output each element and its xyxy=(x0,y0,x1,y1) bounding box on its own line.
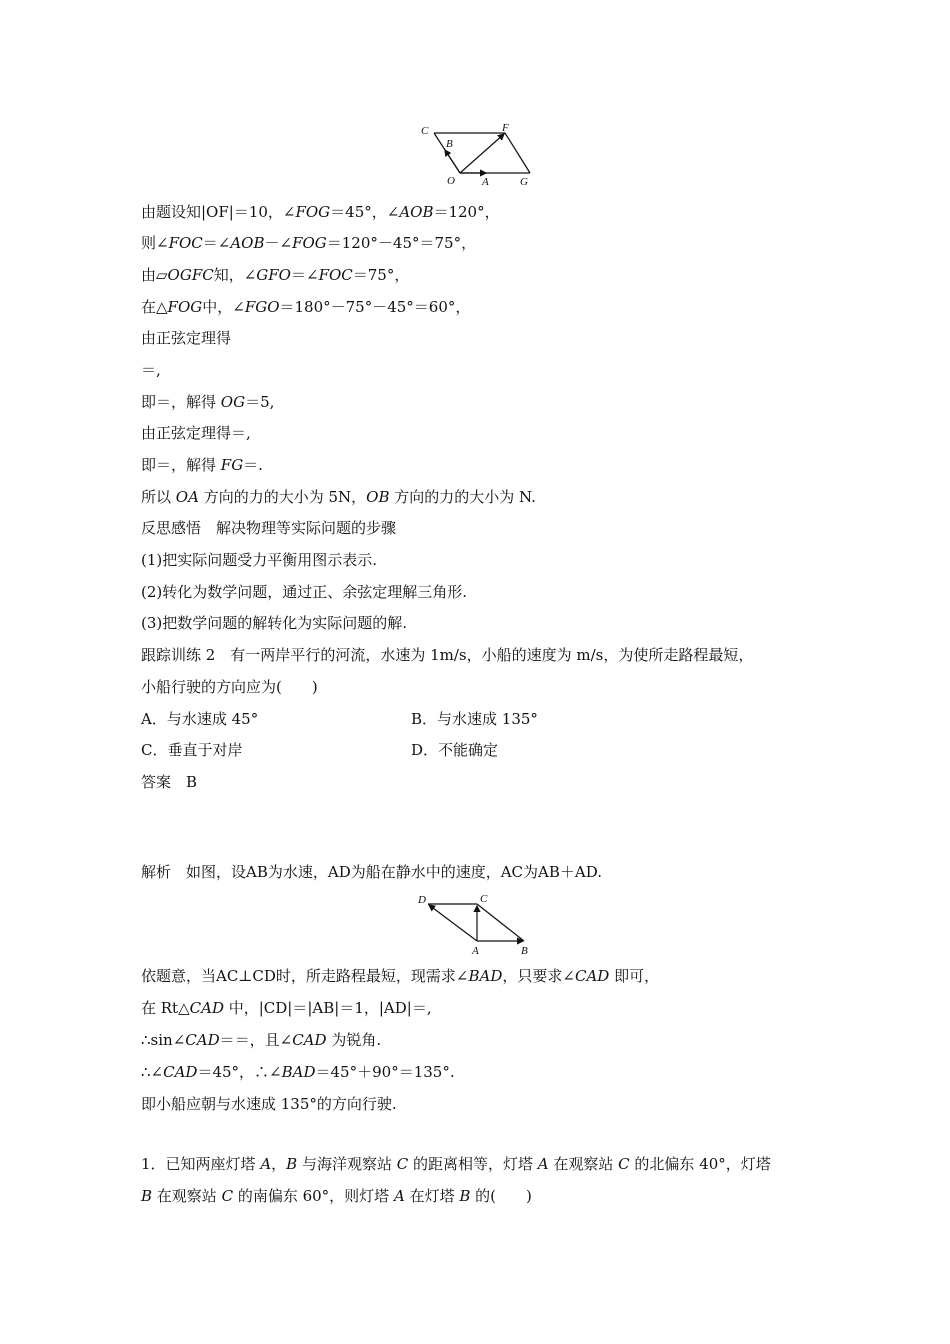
answer-line: 答案 B xyxy=(141,773,198,791)
text-line-13: (2)转化为数学问题，通过正、余弦定理解三角形. xyxy=(141,583,468,601)
text-line-8: 由正弦定理得＝, xyxy=(141,424,251,442)
force-diagram xyxy=(412,120,542,192)
text-line-10: 所以 OA 方向的力的大小为 5N，OB 方向的力的大小为 N. xyxy=(141,488,536,506)
line-fg xyxy=(505,133,530,173)
label-f: F xyxy=(502,122,509,134)
question-1-line-2: B 在观察站 C 的南偏东 60°，则灯塔 A 在灯塔 B 的( ) xyxy=(141,1187,532,1205)
text-line-1: 由题设知|OF|＝10，∠FOG＝45°，∠AOB＝120°， xyxy=(141,203,500,221)
text-line-18: 依题意，当AC⊥CD时，所走路程最短，现需求∠BAD，只要求∠CAD 即可， xyxy=(141,967,660,985)
vector-of xyxy=(460,134,504,173)
label-o: O xyxy=(447,175,455,187)
text-line-3: 由▱OGFC知，∠GFO＝∠FOC＝75°， xyxy=(141,266,410,284)
text-line-6: ＝, xyxy=(141,361,161,379)
text-line-7: 即＝，解得 OG＝5, xyxy=(141,393,275,411)
text-line-5: 由正弦定理得 xyxy=(141,329,232,347)
label-b: B xyxy=(446,138,453,150)
text-line-4: 在△FOG中，∠FGO＝180°－75°－45°＝60°， xyxy=(141,298,471,316)
boat-velocity-diagram xyxy=(414,890,538,960)
text-line-11: 反思感悟 解决物理等实际问题的步骤 xyxy=(141,519,397,537)
question-1-line-1: 1．已知两座灯塔 A，B 与海洋观察站 C 的距离相等，灯塔 A 在观察站 C 的北偏东 40°，灯塔 xyxy=(141,1155,771,1173)
label-b2: B xyxy=(521,945,528,957)
option-b: B．与水速成 135° xyxy=(411,710,538,728)
label-g: G xyxy=(520,176,528,188)
text-line-2: 则∠FOC＝∠AOB－∠FOG＝120°－45°＝75°， xyxy=(141,234,477,252)
text-line-20: ∴sin∠CAD＝＝，且∠CAD 为锐角. xyxy=(141,1031,382,1049)
text-line-14: (3)把数学问题的解转化为实际问题的解. xyxy=(141,614,408,632)
text-line-9: 即＝，解得 FG＝. xyxy=(141,456,263,474)
text-line-16: 小船行驶的方向应为( ) xyxy=(141,678,318,696)
label-a2: A xyxy=(472,945,479,957)
vector-ob xyxy=(445,150,460,173)
option-c: C．垂直于对岸 xyxy=(141,741,243,759)
label-a: A xyxy=(482,176,489,188)
text-line-22: 即小船应朝与水速成 135°的方向行驶. xyxy=(141,1095,397,1113)
option-d: D．不能确定 xyxy=(411,741,499,759)
label-d: D xyxy=(418,894,426,906)
line-cb xyxy=(477,904,524,941)
label-c: C xyxy=(421,125,429,137)
option-a: A．与水速成 45° xyxy=(141,710,259,728)
text-line-21: ∴∠CAD＝45°，∴∠BAD＝45°＋90°＝135°. xyxy=(141,1063,455,1081)
text-line-15: 跟踪训练 2 有一两岸平行的河流，水速为 1m/s，小船的速度为 m/s，为使所走路程最短， xyxy=(141,646,754,664)
text-line-12: (1)把实际问题受力平衡用图示表示. xyxy=(141,551,378,569)
vector-ad xyxy=(429,905,477,941)
text-line-17: 解析 如图，设AB为水速，AD为船在静水中的速度，AC为AB＋AD. xyxy=(141,863,602,881)
text-line-19: 在 Rt△CAD 中，|CD|＝|AB|＝1，|AD|＝, xyxy=(141,999,432,1017)
label-c2: C xyxy=(480,893,488,905)
